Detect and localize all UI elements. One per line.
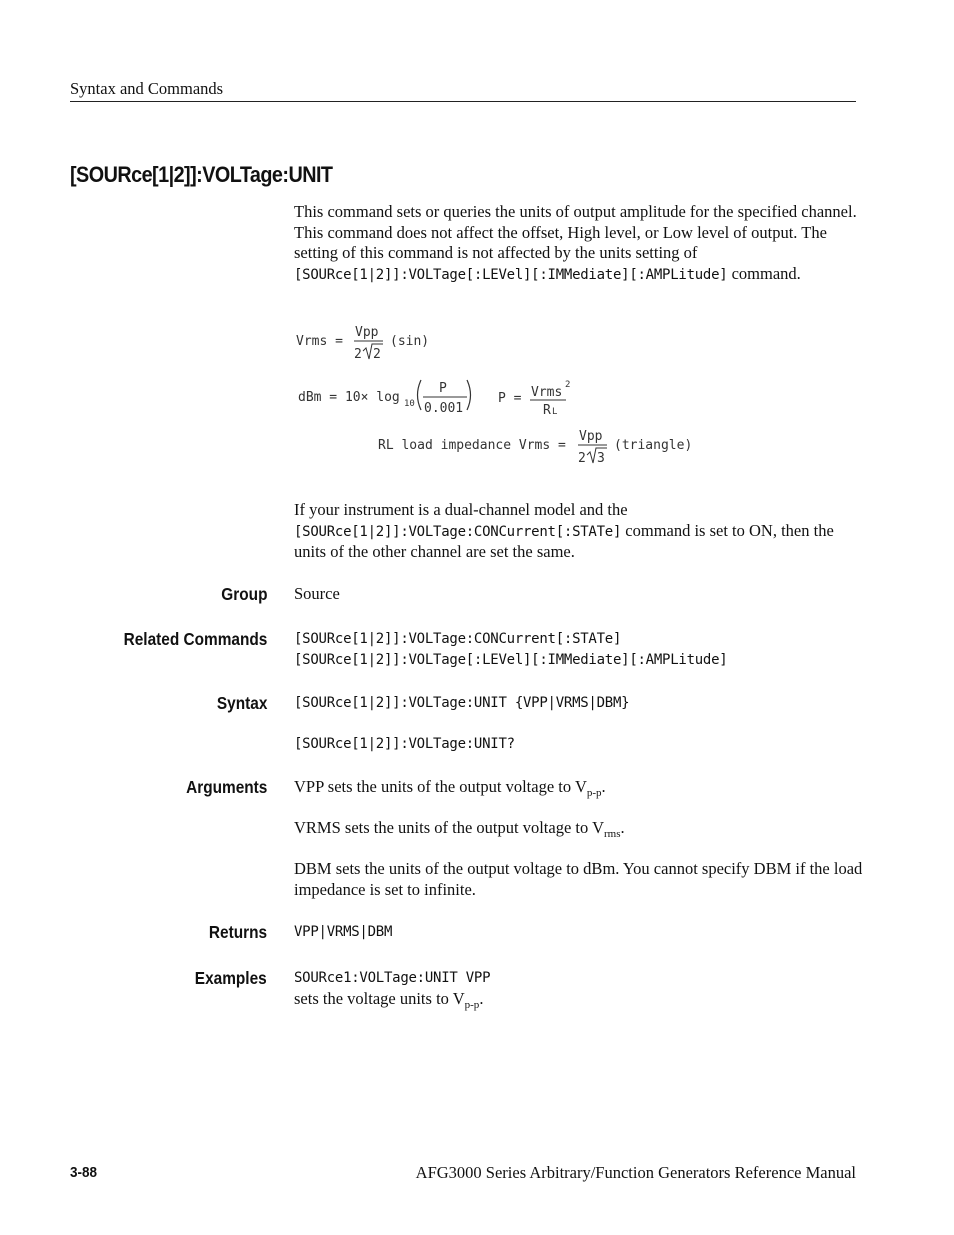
related-commands-label: Related Commands [123,629,267,649]
eq-vrms-num: Vpp [355,325,379,340]
example-code: SOURce1:VOLTage:UNIT VPP [294,970,491,986]
eq-tri-den-coef: 2 [578,451,586,466]
argument-vrms-sub: rms [603,828,621,840]
related-command-item: [SOURce[1|2]]:VOLTage:CONCurrent[:STATe] [294,631,622,647]
arguments-label: Arguments [185,777,267,797]
section-title: [SOURce[1|2]]:VOLTage:UNIT [70,162,333,187]
eq-power-den-sub: L [552,407,558,417]
eq-vrms-den-root: 2 [373,347,381,362]
eq-dbm-base: 10 [404,399,415,409]
eq-dbm-lhs: dBm = 10× log [298,390,400,405]
related-command-item: [SOURce[1|2]]:VOLTage[:LEVel][:IMMediate][:AMPLitude] [294,652,728,668]
eq-tri-den-root: 3 [597,451,605,466]
eq-vrms-den-coef: 2 [354,347,362,362]
examples-label: Examples [195,968,267,988]
equation-dbm [296,376,586,426]
eq-tri-num: Vpp [579,429,603,444]
eq-power-lhs: P = [498,391,522,406]
level-command-code: [SOURce[1|2]]:VOLTage[:LEVel][:IMMediate][:AMPLitude] [294,266,728,283]
example-description: sets the voltage units to $V_{p-p}$. [294,988,484,1011]
running-head: Syntax and Commands [70,79,224,98]
description-text-2: If your instrument is a dual-channel model and the [294,500,628,519]
eq-power-exp: 2 [565,380,571,390]
header-rule [70,101,856,102]
equation-vrms-sin [294,318,444,370]
description-paragraph-2 [294,500,864,563]
description-paragraph-1 [294,202,864,285]
group-value: Source [294,584,340,603]
description-text: This command sets or queries the units of output amplitude for the specified channel. This command does not affect the offset, High level, or Low level of output. The setting of this command is not affected by the units setting of [294,202,857,262]
returns-label: Returns [208,922,267,942]
eq-dbm-den: 0.001 [424,401,464,416]
argument-vpp-text: VPP sets the units of the output voltage to V [294,777,587,796]
example-desc-text: sets the voltage units to V [294,988,465,1008]
syntax-label: Syntax [216,693,267,713]
manual-title: AFG3000 Series Arbitrary/Function Generators Reference Manual [415,1163,856,1182]
syntax-query: [SOURce[1|2]]:VOLTage:UNIT? [294,736,515,752]
eq-dbm-num: P [439,381,447,396]
returns-value: VPP|VRMS|DBM [294,924,393,940]
description-tail: command. [731,263,801,283]
argument-vrms-text: VRMS sets the units of the output voltage to V [294,818,604,837]
eq-power-den: R [543,403,551,418]
example-block [294,968,864,1009]
equation-vrms-triangle [376,422,696,474]
example-desc-sub: p-p [464,998,480,1011]
eq-tri-lhs: RL load impedance Vrms = [378,438,566,453]
description-tail-2: command is set to ON, then the units of the other channel are set the same. [294,520,834,561]
argument-vpp-sub: p-p [586,787,602,799]
argument-vpp: VPP sets the units of the output voltage to $V_{p-p}$. [294,777,606,799]
argument-dbm: DBM sets the units of the output voltage to dBm. You cannot specify DBM if the load impedance is set to infinite. [294,859,863,899]
eq-vrms-note: (sin) [390,334,430,349]
page-number: 3-88 [70,1164,98,1181]
argument-vrms: VRMS sets the units of the output voltage to $V_{rms}$. [294,818,625,840]
group-label: Group [220,584,267,604]
eq-power-num: Vrms [531,385,563,400]
eq-tri-note: (triangle) [614,438,693,453]
concurrent-command-code: [SOURce[1|2]]:VOLTage:CONCurrent[:STATe] [294,523,622,540]
eq-vrms-lhs: Vrms = [296,334,343,349]
related-commands-list [294,629,864,671]
syntax-set: [SOURce[1|2]]:VOLTage:UNIT {VPP|VRMS|DBM} [294,695,630,711]
